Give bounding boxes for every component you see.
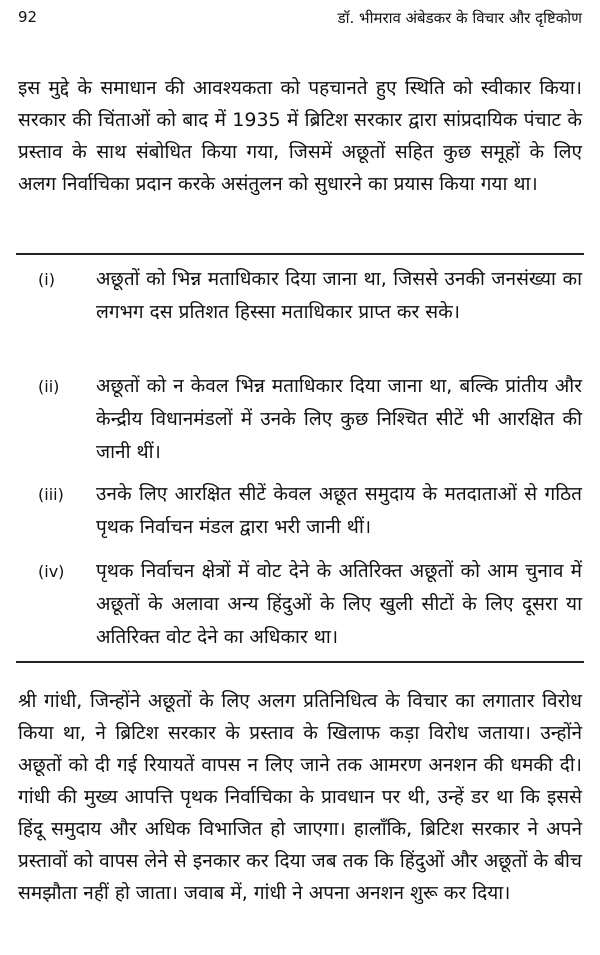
running-title: डॉ. भीमराव अंबेडकर के विचार और दृष्टिकोण xyxy=(337,9,582,27)
top-divider xyxy=(16,253,584,255)
item-text: उनके लिए आरक्षित सीटें केवल अछूत समुदाय के मतदाताओं से गठित पृथक निर्वाचन मंडल द्वारा भरी जानी थीं। xyxy=(96,483,582,538)
page-number: 92 xyxy=(18,8,38,26)
intro-paragraph: इस मुद्दे के समाधान की आवश्यकता को पहचानते हुए स्थिति को स्वीकार किया। सरकार की चिंताओं को बाद में 1935 में ब्रिटिश सरकार द्वारा सांप्रदायिक पंचाट के प्रस्ताव के साथ संबोधित किया गया, जिसमें अछूतों सहित कुछ समूहों के लिए अलग निर्वाचिका प्रदान करके असंतुलन को सुधारने का प्रयास किया गया था। xyxy=(18,77,582,195)
item-text: पृथक निर्वाचन क्षेत्रों में वोट देने के अतिरिक्त अछूतों को आम चुनाव में अछूतों के अलावा अन्य हिंदुओं के लिए खुली सीटों के लिए दूसरा या अतिरिक्त वोट देने का अधिकार था। xyxy=(96,560,582,648)
item-number: (iv) xyxy=(38,562,65,581)
closing-paragraph: श्री गांधी, जिन्होंने अछूतों के लिए अलग प्रतिनिधित्व के विचार का लगातार विरोध किया था, ने ब्रिटिश सरकार के प्रस्ताव के खिलाफ कड़ा विरोध जताया। उन्होंने अछूतों को दी गई रियायतें वापस न लिए जाने तक आमरण अनशन की धमकी दी। गांधी की मुख्य आपत्ति पृथक निर्वाचिका के प्रावधान पर थी, उन्हें डर था कि इससे हिंदू समुदाय और अधिक विभाजित हो जाएगा। हालाँकि, ब्रिटिश सरकार ने अपने प्रस्तावों को वापस लेने से इनकार कर दिया जब तक कि हिंदुओं और अछूतों के बीच समझौता नहीं हो जाता। जवाब में, गांधी ने अपना अनशन शुरू कर दिया। xyxy=(18,690,582,904)
item-text: अछूतों को न केवल भिन्न मताधिकार दिया जाना था, बल्कि प्रांतीय और केन्द्रीय विधानमंडलों में उनके लिए कुछ निश्चित सीटें भी आरक्षित की जानी थीं। xyxy=(96,375,582,463)
item-text: अछूतों को भिन्न मताधिकार दिया जाना था, जिससे उनकी जनसंख्या का लगभग दस प्रतिशत हिस्सा मताधिकार प्राप्त कर सके। xyxy=(96,268,582,323)
bottom-divider xyxy=(16,661,584,663)
item-number: (iii) xyxy=(38,485,64,504)
item-number: (ii) xyxy=(38,377,60,396)
item-number: (i) xyxy=(38,270,55,289)
page-header xyxy=(18,8,582,30)
